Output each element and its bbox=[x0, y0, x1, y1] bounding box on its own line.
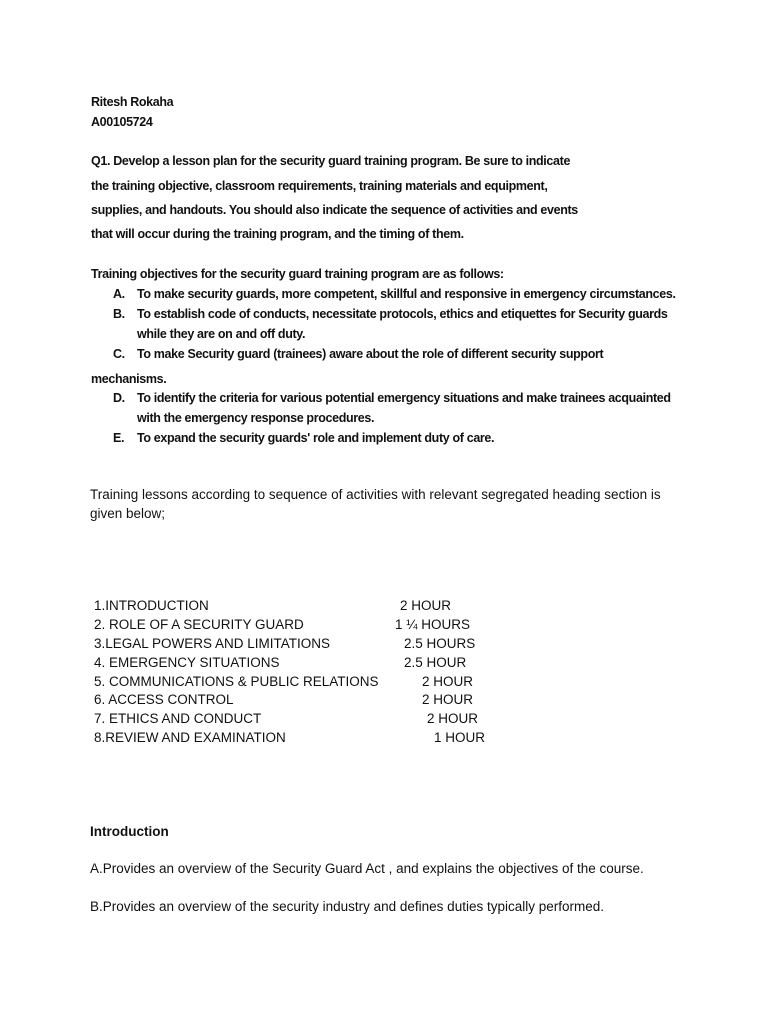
lesson-title: 6. ACCESS CONTROL bbox=[94, 692, 234, 707]
lesson-title: 1.INTRODUCTION bbox=[94, 598, 209, 613]
question-line: Q1. Develop a lesson plan for the security guard training program. Be sure to indicate bbox=[91, 154, 571, 168]
lesson-title: 8.REVIEW AND EXAMINATION bbox=[94, 730, 286, 745]
lessons-intro-line: Training lessons according to sequence of activities with relevant segregated heading section is bbox=[90, 487, 661, 502]
objective-label: C. bbox=[113, 347, 125, 361]
objectives-heading: Training objectives for the security guard training program are as follows: bbox=[91, 267, 504, 281]
lesson-title: 3.LEGAL POWERS AND LIMITATIONS bbox=[94, 636, 331, 651]
lesson-duration: 1 HOUR bbox=[434, 730, 486, 745]
lesson-duration: 2 HOUR bbox=[400, 598, 452, 613]
introduction-item: A.Provides an overview of the Security Guard Act , and explains the objectives of the course. bbox=[90, 861, 644, 876]
lesson-duration: 1 ¼ HOURS bbox=[395, 617, 471, 632]
objective-text: mechanisms. bbox=[91, 372, 167, 386]
student-id: A00105724 bbox=[91, 115, 153, 129]
objective-label: E. bbox=[113, 431, 125, 445]
lessons-intro-line: given below; bbox=[90, 506, 166, 521]
question-line: the training objective, classroom requirements, training materials and equipment, bbox=[91, 179, 548, 193]
objective-text: To establish code of conducts, necessitate protocols, ethics and etiquettes for Security guards bbox=[137, 307, 668, 321]
objective-text: To make Security guard (trainees) aware about the role of different security support bbox=[137, 347, 604, 361]
question-line: that will occur during the training program, and the timing of them. bbox=[91, 227, 464, 241]
question-line: supplies, and handouts. You should also indicate the sequence of activities and events bbox=[91, 203, 578, 217]
lesson-duration: 2.5 HOURS bbox=[404, 636, 476, 651]
objective-label: A. bbox=[113, 287, 125, 301]
lesson-duration: 2.5 HOUR bbox=[404, 655, 467, 670]
introduction-item: B.Provides an overview of the security industry and defines duties typically performed. bbox=[90, 899, 605, 914]
lesson-title: 7. ETHICS AND CONDUCT bbox=[94, 711, 262, 726]
lesson-duration: 2 HOUR bbox=[427, 711, 479, 726]
objective-text: To make security guards, more competent, skillful and responsive in emergency circumstances. bbox=[137, 287, 676, 301]
objective-text: To expand the security guards' role and implement duty of care. bbox=[137, 431, 495, 445]
lesson-duration: 2 HOUR bbox=[422, 692, 474, 707]
lesson-title: 2. ROLE OF A SECURITY GUARD bbox=[94, 617, 304, 632]
lesson-duration: 2 HOUR bbox=[422, 674, 474, 689]
lesson-title: 5. COMMUNICATIONS & PUBLIC RELATIONS bbox=[94, 674, 379, 689]
author-name: Ritesh Rokaha bbox=[91, 95, 174, 109]
objective-text: while they are on and off duty. bbox=[137, 327, 306, 341]
objective-label: B. bbox=[113, 307, 125, 321]
objective-text: To identify the criteria for various potential emergency situations and make trainees acquainted bbox=[137, 391, 671, 405]
introduction-heading: Introduction bbox=[90, 824, 169, 839]
objective-label: D. bbox=[113, 391, 125, 405]
objective-text: with the emergency response procedures. bbox=[137, 411, 375, 425]
lesson-title: 4. EMERGENCY SITUATIONS bbox=[94, 655, 280, 670]
